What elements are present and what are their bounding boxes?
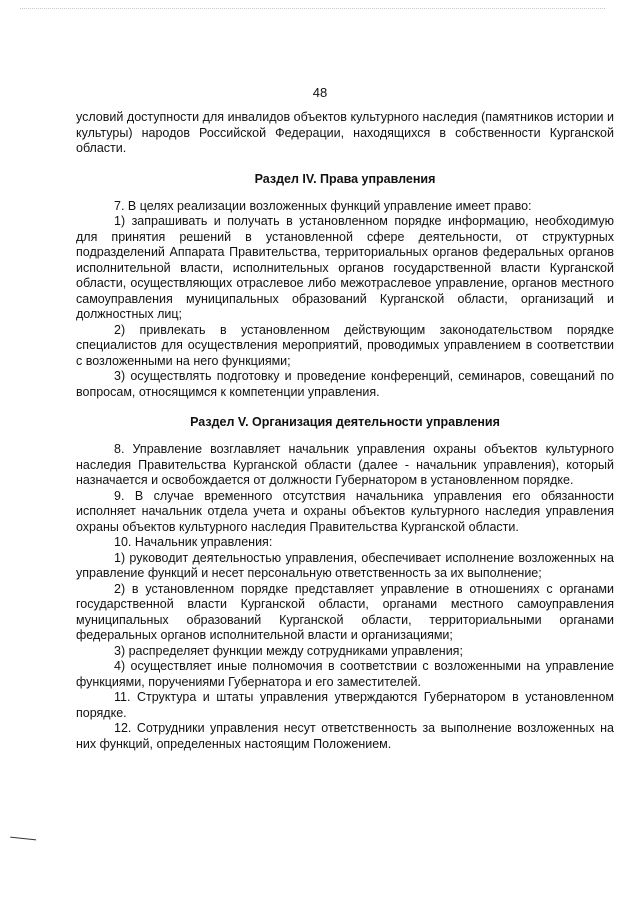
section-5-paragraph: 1) руководит деятельностью управления, обеспечивает исполнение возложенных на управление функций и несет персональную ответственность за их выполнение; bbox=[76, 550, 614, 580]
section-5-paragraph: 2) в установленном порядке представляет управление в отношениях с органами государственной власти Курганской области, органами местного самоуправления муниципальных образований Курганской области, территориальными органами федеральных органов исполнительной власти и организациями; bbox=[76, 581, 614, 642]
section-5-paragraph: 8. Управление возглавляет начальник управления охраны объектов культурного наследия Правительства Курганской области (далее - начальник управления), который назначается и освобождается от должности Губернатором в установленном порядке. bbox=[76, 442, 614, 487]
section-5-paragraph: 9. В случае временного отсутствия начальника управления его обязанности исполняет начальник отдела учета и охраны объектов культурного наследия управления охраны объектов культурного наследия Правительства Курганской области. bbox=[76, 488, 614, 534]
section-4-paragraph: 2) привлекать в установленном действующим законодательством порядке специалистов для осуществления мероприятий, проводимых управлением в соответствии с возложенными на него функциями; bbox=[76, 322, 614, 368]
section-4-paragraph: 7. В целях реализации возложенных функций управление имеет право: bbox=[114, 198, 532, 213]
section-5-paragraph: 4) осуществляет иные полномочия в соответствии с возложенными на управление функциями, поручениями Губернатора и его заместителей. bbox=[76, 659, 614, 689]
section-5-paragraph: 10. Начальник управления: bbox=[114, 535, 273, 549]
section-5-heading: Раздел V. Организация деятельности управления bbox=[190, 415, 500, 429]
scan-artifact-line bbox=[20, 8, 605, 10]
page-number: 48 bbox=[312, 85, 328, 100]
section-4-paragraph: 1) запрашивать и получать в установленном порядке информацию, необходимую для принятия решений в установленной сфере деятельности, от структурных подразделений Аппарата Правительства, территориальных органов федеральных органов исполнительной власти, исполнительных органов государственной власти Курганской области, осуществляющих отраслевое либо межотраслевое управление, органов местного самоуправления муниципальных образований Курганской области, организаций и должностных лиц; bbox=[76, 214, 614, 321]
section-5-paragraph: 11. Структура и штаты управления утверждаются Губернатором в установленном порядке. bbox=[76, 690, 614, 720]
margin-mark bbox=[10, 837, 36, 844]
section-5-paragraph: 12. Сотрудники управления несут ответственность за выполнение возложенных на них функций, определенных настоящим Положением. bbox=[76, 721, 614, 751]
section-5-paragraph: 3) распределяет функции между сотрудниками управления; bbox=[114, 643, 463, 658]
section-4-heading: Раздел IV. Права управления bbox=[254, 171, 436, 186]
section-4-paragraph: 3) осуществлять подготовку и проведение конференций, семинаров, совещаний по вопросам, относящимся к компетенции управления. bbox=[76, 369, 614, 399]
document-body bbox=[76, 110, 614, 752]
intro-paragraph: условий доступности для инвалидов объектов культурного наследия (памятников истории и культуры) народов Российской Федерации, находящихся в собственности Курганской области. bbox=[76, 110, 614, 155]
